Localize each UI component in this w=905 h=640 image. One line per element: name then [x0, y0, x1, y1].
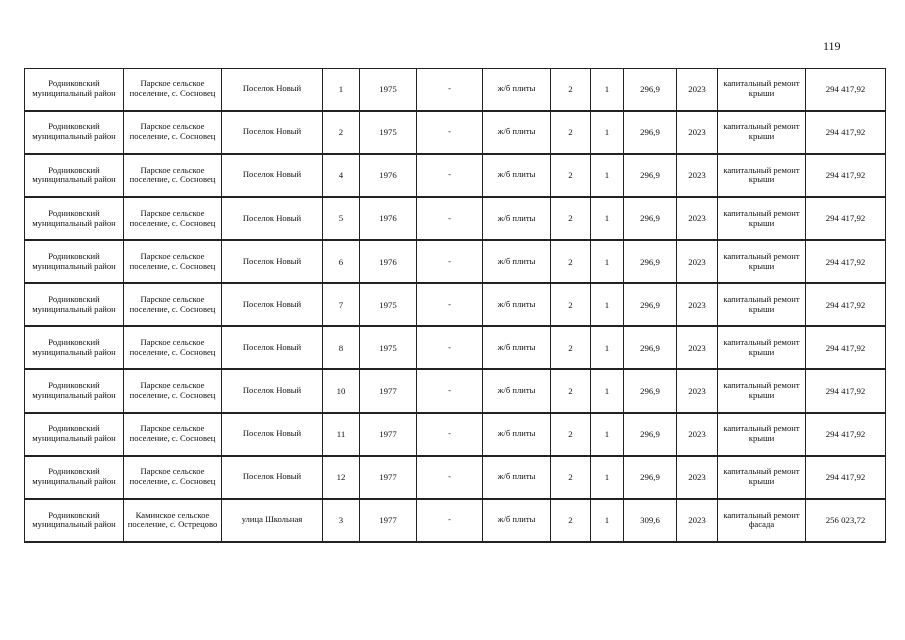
house-number-cell: 8	[323, 326, 360, 369]
house-number-cell: 2	[323, 111, 360, 154]
work-type-cell: капитальный ремонт крыши	[718, 69, 806, 111]
district-cell: Родниковский муниципальный район	[25, 283, 124, 326]
entrances-count-cell: 1	[591, 197, 624, 240]
floor-type-cell: ж/б плиты	[483, 413, 551, 456]
street-cell: Поселок Новый	[222, 369, 323, 412]
cost-cell: 294 417,92	[806, 240, 886, 283]
empty-value-cell: -	[417, 111, 483, 154]
district-cell: Родниковский муниципальный район	[25, 499, 124, 542]
cost-cell: 294 417,92	[806, 283, 886, 326]
house-number-cell: 11	[323, 413, 360, 456]
cost-cell: 294 417,92	[806, 197, 886, 240]
house-number-cell: 7	[323, 283, 360, 326]
settlement-cell: Парское сельское поселение, с. Сосновец	[124, 197, 222, 240]
floors-count-cell: 2	[551, 499, 591, 542]
house-number-cell: 3	[323, 499, 360, 542]
floor-type-cell: ж/б плиты	[483, 456, 551, 499]
area-cell: 296,9	[624, 326, 677, 369]
area-cell: 296,9	[624, 111, 677, 154]
planned-year-cell: 2023	[677, 154, 718, 197]
cost-cell: 294 417,92	[806, 69, 886, 111]
empty-value-cell: -	[417, 413, 483, 456]
empty-value-cell: -	[417, 326, 483, 369]
table-row	[25, 111, 886, 154]
build-year-cell: 1975	[360, 283, 417, 326]
settlement-cell: Парское сельское поселение, с. Сосновец	[124, 283, 222, 326]
entrances-count-cell: 1	[591, 369, 624, 412]
cost-cell: 294 417,92	[806, 456, 886, 499]
build-year-cell: 1975	[360, 69, 417, 111]
build-year-cell: 1976	[360, 240, 417, 283]
area-cell: 296,9	[624, 240, 677, 283]
planned-year-cell: 2023	[677, 197, 718, 240]
table-row	[25, 369, 886, 412]
district-cell: Родниковский муниципальный район	[25, 197, 124, 240]
settlement-cell: Парское сельское поселение, с. Сосновец	[124, 369, 222, 412]
floors-count-cell: 2	[551, 369, 591, 412]
floor-type-cell: ж/б плиты	[483, 154, 551, 197]
planned-year-cell: 2023	[677, 499, 718, 542]
table-row	[25, 283, 886, 326]
build-year-cell: 1977	[360, 369, 417, 412]
build-year-cell: 1976	[360, 154, 417, 197]
area-cell: 296,9	[624, 456, 677, 499]
settlement-cell: Парское сельское поселение, с. Сосновец	[124, 326, 222, 369]
work-type-cell: капитальный ремонт крыши	[718, 326, 806, 369]
work-type-cell: капитальный ремонт фасада	[718, 499, 806, 542]
build-year-cell: 1977	[360, 499, 417, 542]
empty-value-cell: -	[417, 369, 483, 412]
cost-cell: 294 417,92	[806, 154, 886, 197]
street-cell: Поселок Новый	[222, 154, 323, 197]
floors-count-cell: 2	[551, 111, 591, 154]
settlement-cell: Парское сельское поселение, с. Сосновец	[124, 154, 222, 197]
cost-cell: 294 417,92	[806, 369, 886, 412]
area-cell: 296,9	[624, 369, 677, 412]
table-row	[25, 240, 886, 283]
floors-count-cell: 2	[551, 413, 591, 456]
empty-value-cell: -	[417, 283, 483, 326]
floor-type-cell: ж/б плиты	[483, 283, 551, 326]
house-number-cell: 12	[323, 456, 360, 499]
entrances-count-cell: 1	[591, 154, 624, 197]
floors-count-cell: 2	[551, 283, 591, 326]
work-type-cell: капитальный ремонт крыши	[718, 154, 806, 197]
table-row	[25, 154, 886, 197]
street-cell: Поселок Новый	[222, 240, 323, 283]
floors-count-cell: 2	[551, 69, 591, 111]
work-type-cell: капитальный ремонт крыши	[718, 369, 806, 412]
entrances-count-cell: 1	[591, 413, 624, 456]
settlement-cell: Каминское сельское поселение, с. Острецово	[124, 499, 222, 542]
work-type-cell: капитальный ремонт крыши	[718, 456, 806, 499]
district-cell: Родниковский муниципальный район	[25, 456, 124, 499]
planned-year-cell: 2023	[677, 413, 718, 456]
build-year-cell: 1975	[360, 326, 417, 369]
entrances-count-cell: 1	[591, 499, 624, 542]
floor-type-cell: ж/б плиты	[483, 240, 551, 283]
planned-year-cell: 2023	[677, 326, 718, 369]
planned-year-cell: 2023	[677, 111, 718, 154]
floor-type-cell: ж/б плиты	[483, 369, 551, 412]
area-cell: 296,9	[624, 283, 677, 326]
floor-type-cell: ж/б плиты	[483, 111, 551, 154]
floors-count-cell: 2	[551, 326, 591, 369]
empty-value-cell: -	[417, 456, 483, 499]
entrances-count-cell: 1	[591, 69, 624, 111]
street-cell: Поселок Новый	[222, 456, 323, 499]
area-cell: 296,9	[624, 197, 677, 240]
floor-type-cell: ж/б плиты	[483, 499, 551, 542]
floors-count-cell: 2	[551, 197, 591, 240]
work-type-cell: капитальный ремонт крыши	[718, 283, 806, 326]
floors-count-cell: 2	[551, 240, 591, 283]
street-cell: Поселок Новый	[222, 197, 323, 240]
table-row	[25, 197, 886, 240]
build-year-cell: 1977	[360, 413, 417, 456]
settlement-cell: Парское сельское поселение, с. Сосновец	[124, 240, 222, 283]
empty-value-cell: -	[417, 154, 483, 197]
work-type-cell: капитальный ремонт крыши	[718, 413, 806, 456]
district-cell: Родниковский муниципальный район	[25, 69, 124, 111]
area-cell: 296,9	[624, 413, 677, 456]
district-cell: Родниковский муниципальный район	[25, 154, 124, 197]
settlement-cell: Парское сельское поселение, с. Сосновец	[124, 456, 222, 499]
planned-year-cell: 2023	[677, 369, 718, 412]
empty-value-cell: -	[417, 499, 483, 542]
area-cell: 296,9	[624, 154, 677, 197]
settlement-cell: Парское сельское поселение, с. Сосновец	[124, 111, 222, 154]
house-number-cell: 5	[323, 197, 360, 240]
cost-cell: 294 417,92	[806, 413, 886, 456]
work-type-cell: капитальный ремонт крыши	[718, 240, 806, 283]
build-year-cell: 1975	[360, 111, 417, 154]
floor-type-cell: ж/б плиты	[483, 197, 551, 240]
entrances-count-cell: 1	[591, 283, 624, 326]
cost-cell: 256 023,72	[806, 499, 886, 542]
floors-count-cell: 2	[551, 456, 591, 499]
area-cell: 309,6	[624, 499, 677, 542]
cost-cell: 294 417,92	[806, 111, 886, 154]
district-cell: Родниковский муниципальный район	[25, 111, 124, 154]
work-type-cell: капитальный ремонт крыши	[718, 111, 806, 154]
planned-year-cell: 2023	[677, 456, 718, 499]
house-number-cell: 6	[323, 240, 360, 283]
settlement-cell: Парское сельское поселение, с. Сосновец	[124, 413, 222, 456]
entrances-count-cell: 1	[591, 326, 624, 369]
table-row	[25, 413, 886, 456]
planned-year-cell: 2023	[677, 240, 718, 283]
area-cell: 296,9	[624, 69, 677, 111]
table-row	[25, 326, 886, 369]
cost-cell: 294 417,92	[806, 326, 886, 369]
settlement-cell: Парское сельское поселение, с. Сосновец	[124, 69, 222, 111]
entrances-count-cell: 1	[591, 240, 624, 283]
district-cell: Родниковский муниципальный район	[25, 413, 124, 456]
floor-type-cell: ж/б плиты	[483, 69, 551, 111]
planned-year-cell: 2023	[677, 69, 718, 111]
planned-year-cell: 2023	[677, 283, 718, 326]
housing-registry-table	[24, 68, 886, 543]
table-row	[25, 499, 886, 542]
street-cell: Поселок Новый	[222, 69, 323, 111]
entrances-count-cell: 1	[591, 456, 624, 499]
empty-value-cell: -	[417, 197, 483, 240]
empty-value-cell: -	[417, 240, 483, 283]
district-cell: Родниковский муниципальный район	[25, 240, 124, 283]
house-number-cell: 1	[323, 69, 360, 111]
work-type-cell: капитальный ремонт крыши	[718, 197, 806, 240]
street-cell: Поселок Новый	[222, 111, 323, 154]
page-number: 119	[823, 39, 841, 53]
district-cell: Родниковский муниципальный район	[25, 369, 124, 412]
house-number-cell: 4	[323, 154, 360, 197]
house-number-cell: 10	[323, 369, 360, 412]
street-cell: Поселок Новый	[222, 326, 323, 369]
entrances-count-cell: 1	[591, 111, 624, 154]
district-cell: Родниковский муниципальный район	[25, 326, 124, 369]
floor-type-cell: ж/б плиты	[483, 326, 551, 369]
street-cell: Поселок Новый	[222, 283, 323, 326]
table-row	[25, 69, 886, 111]
build-year-cell: 1976	[360, 197, 417, 240]
street-cell: улица Школьная	[222, 499, 323, 542]
street-cell: Поселок Новый	[222, 413, 323, 456]
build-year-cell: 1977	[360, 456, 417, 499]
table-body	[25, 69, 886, 543]
empty-value-cell: -	[417, 69, 483, 111]
floors-count-cell: 2	[551, 154, 591, 197]
table-row	[25, 456, 886, 499]
